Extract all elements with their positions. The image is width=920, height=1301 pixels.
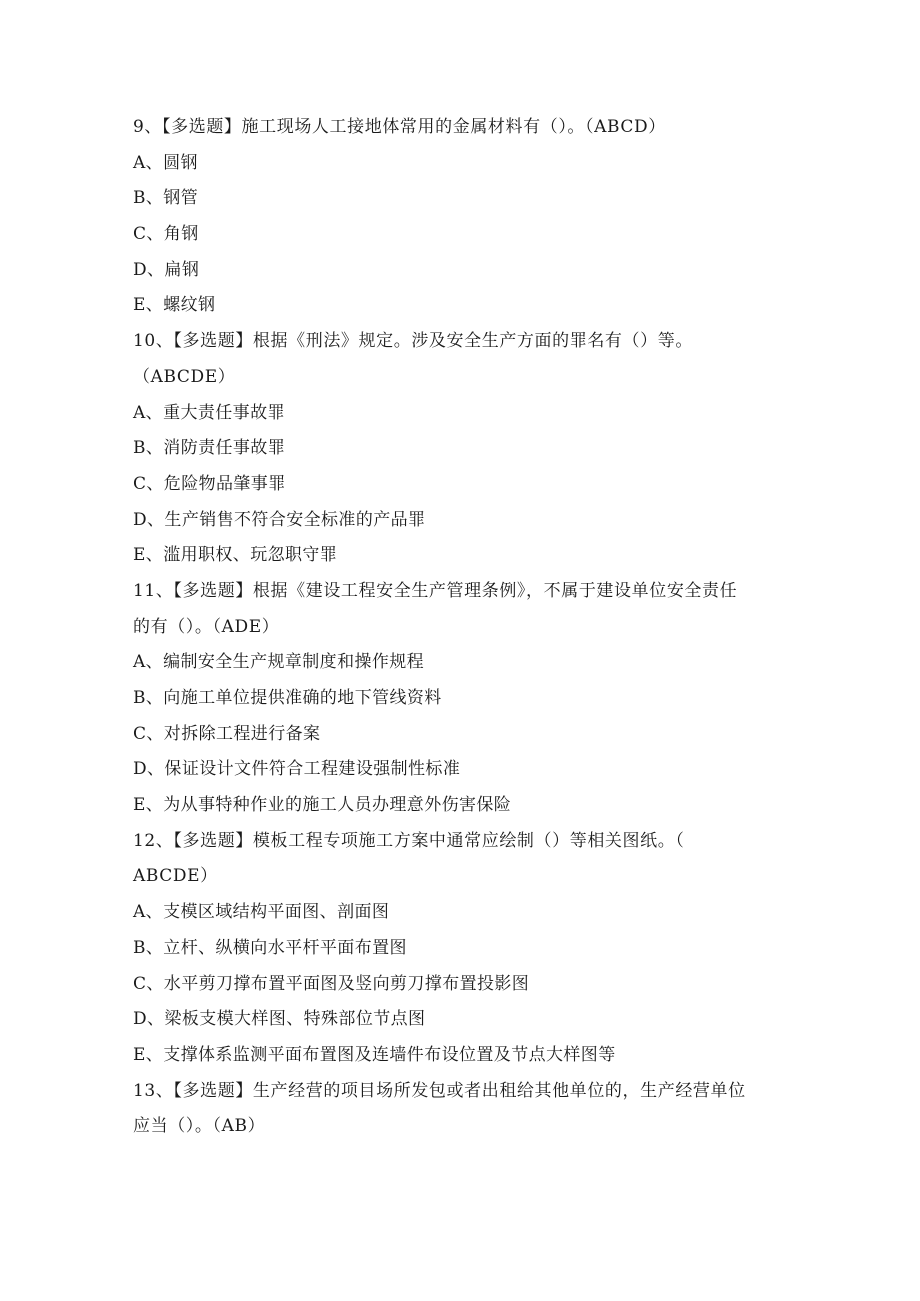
option-e: E、为从事特种作业的施工人员办理意外伤害保险: [133, 795, 512, 816]
option-b: B、钢管: [133, 188, 199, 209]
question-text: 12、【多选题】模板工程专项施工方案中通常应绘制（）等相关图纸。（: [133, 830, 685, 851]
option-d: D、梁板支模大样图、特殊部位节点图: [133, 1009, 426, 1030]
option-e: E、支撑体系监测平面布置图及连墙件布设位置及节点大样图等: [133, 1044, 616, 1065]
option-b: B、立杆、纵横向水平杆平面布置图: [133, 937, 407, 958]
question-text: 9、【多选题】施工现场人工接地体常用的金属材料有（）。（ABCD）: [133, 117, 666, 137]
question-stem: [133, 574, 793, 645]
option-c: C、对拆除工程进行备案: [133, 723, 321, 744]
question-13: [133, 1074, 793, 1145]
option-e: E、滥用职权、玩忽职守罪: [133, 545, 338, 566]
question-12: [133, 824, 793, 1074]
option-d: D、保证设计文件符合工程建设强制性标准: [133, 759, 461, 780]
option-e: E、螺纹钢: [133, 295, 216, 316]
question-10: [133, 324, 793, 574]
option-d: D、扁钢: [133, 259, 200, 280]
question-stem: [133, 824, 793, 895]
question-stem: [133, 1074, 793, 1145]
question-9: [133, 110, 793, 324]
question-answer: （ABCDE）: [133, 366, 236, 387]
option-d: D、生产销售不符合安全标准的产品罪: [133, 509, 426, 530]
question-text: 11、【多选题】根据《建设工程安全生产管理条例》，不属于建设单位安全责任: [133, 580, 738, 601]
option-a: A、重大责任事故罪: [133, 402, 285, 423]
question-stem: [133, 324, 793, 395]
question-text-cont: 应当（）。（AB）: [133, 1116, 266, 1137]
question-stem: [133, 110, 793, 146]
question-11: [133, 574, 793, 824]
question-answer: ABCDE）: [133, 866, 218, 887]
question-text-cont: 的有（）。（ADE）: [133, 616, 280, 637]
option-c: C、角钢: [133, 224, 199, 245]
option-b: B、消防责任事故罪: [133, 438, 286, 459]
option-a: A、编制安全生产规章制度和操作规程: [133, 652, 425, 673]
option-b: B、向施工单位提供准确的地下管线资料: [133, 688, 442, 708]
option-a: A、支模区域结构平面图、剖面图: [133, 902, 390, 923]
question-text: 10、【多选题】根据《刑法》规定。涉及安全生产方面的罪名有（）等。: [133, 331, 693, 352]
option-a: A、圆钢: [133, 152, 198, 173]
question-text: 13、【多选题】生产经营的项目场所发包或者出租给其他单位的，生产经营单位: [133, 1080, 746, 1101]
option-c: C、水平剪刀撑布置平面图及竖向剪刀撑布置投影图: [133, 973, 530, 994]
document-page: [133, 110, 793, 1145]
option-c: C、危险物品肇事罪: [133, 473, 286, 494]
